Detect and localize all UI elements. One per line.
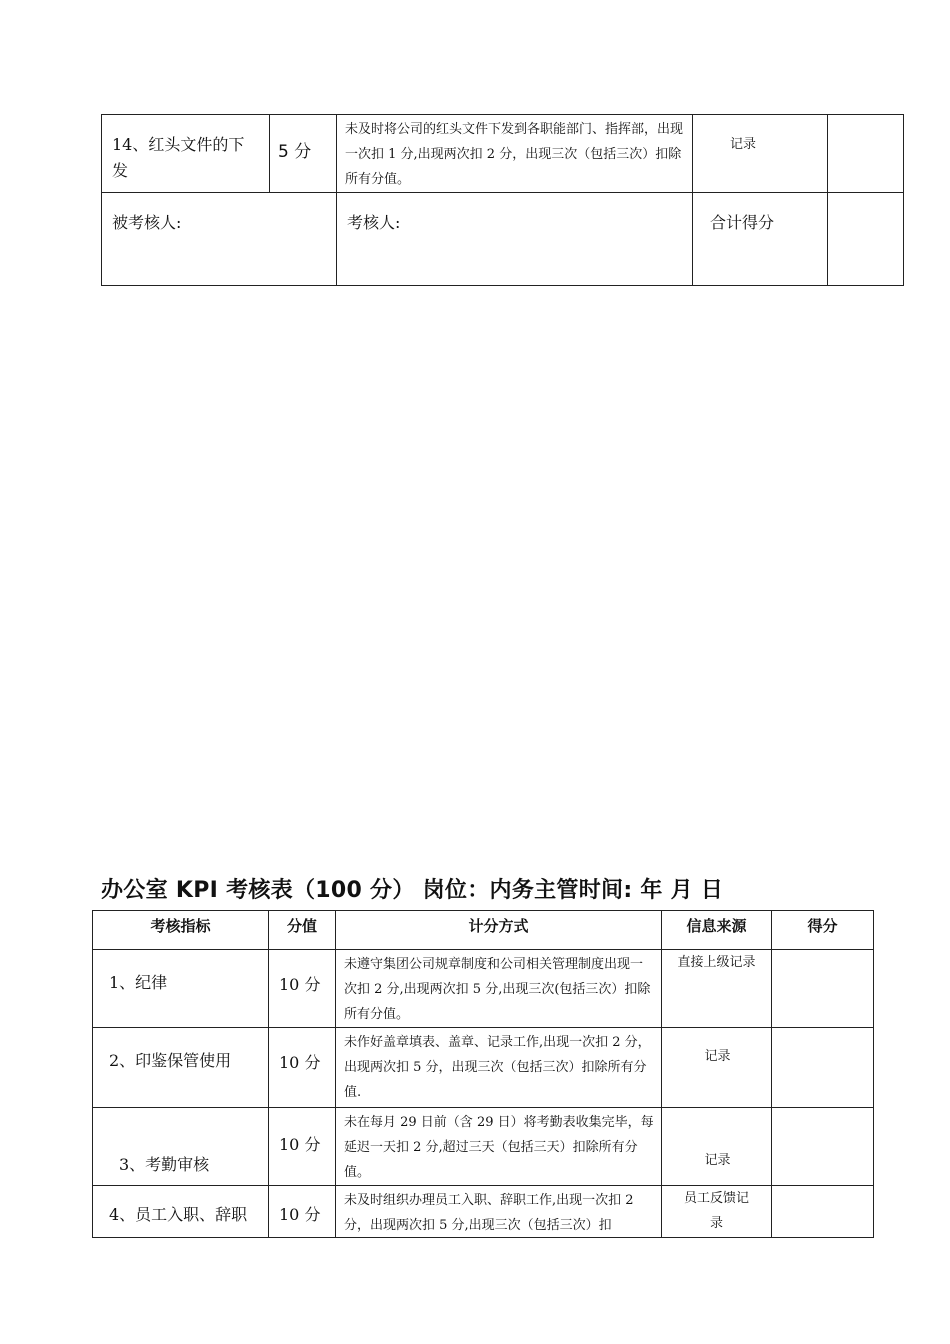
assessor-label: 考核人: (347, 213, 401, 232)
total-label-cell (693, 193, 828, 286)
assessee-label: 被考核人: (112, 213, 182, 232)
score-cell: 10 分 (269, 1186, 336, 1238)
header-score: 分值 (269, 911, 336, 950)
result-cell (772, 1028, 874, 1108)
table-row (102, 115, 904, 193)
method-cell: 未遵守集团公司规章制度和公司相关管理制度出现一次扣 2 分,出现两次扣 5 分,出现三次(包括三次）扣除所有分值。 (336, 950, 662, 1028)
section-title: 办公室 KPI 考核表（100 分） 岗位：内务主管时间: 年 月 日 (101, 878, 724, 903)
method-cell: 未在每月 29 日前（含 29 日）将考勤表收集完毕，每延迟一天扣 2 分,超过三天（包括三天）扣除所有分值。 (336, 1108, 662, 1186)
result-cell (772, 950, 874, 1028)
score-cell (270, 115, 337, 193)
method-cell: 未及时组织办理员工入职、辞职工作,出现一次扣 2 分，出现两次扣 5 分,出现三次（包括三次）扣 (336, 1186, 662, 1238)
indicator-cell: 2、印鉴保管使用 (93, 1028, 269, 1108)
header-indicator: 考核指标 (93, 911, 269, 950)
method-cell: 未作好盖章填表、盖章、记录工作,出现一次扣 2 分，出现两次扣 5 分，出现三次（包括三次）扣除所有分值. (336, 1028, 662, 1108)
table-row (93, 1108, 874, 1186)
kpi-table (92, 910, 874, 1238)
indicator-cell (102, 115, 270, 193)
result-cell (772, 1108, 874, 1186)
source-cell: 记录 (662, 1028, 772, 1108)
header-method: 计分方式 (336, 911, 662, 950)
table-header-row (93, 911, 874, 950)
indicator-cell: 4、员工入职、辞职 (93, 1186, 269, 1238)
signature-row (102, 193, 904, 286)
table-row (93, 950, 874, 1028)
kpi-table-continued (101, 114, 904, 286)
score-cell: 10 分 (269, 1028, 336, 1108)
source-cell (693, 115, 828, 193)
table-row (93, 1028, 874, 1108)
header-source: 信息来源 (662, 911, 772, 950)
source-cell: 记录 (662, 1108, 772, 1186)
total-value-cell (828, 193, 904, 286)
indicator-cell: 1、纪律 (93, 950, 269, 1028)
score-text: 5 分 (278, 142, 312, 162)
score-cell: 10 分 (269, 1108, 336, 1186)
indicator-cell: 3、考勤审核 (93, 1108, 269, 1186)
assessor-cell (337, 193, 693, 286)
result-cell (772, 1186, 874, 1238)
source-text: 记录 (730, 137, 757, 152)
source-cell: 员工反馈记录 (662, 1186, 772, 1238)
table-row (93, 1186, 874, 1238)
header-result: 得分 (772, 911, 874, 950)
method-text: 未及时将公司的红头文件下发到各职能部门、指挥部，出现一次扣 1 分,出现两次扣 2 分，出现三次（包括三次）扣除所有分值。 (345, 122, 684, 187)
source-cell: 直接上级记录 (662, 950, 772, 1028)
score-cell: 10 分 (269, 950, 336, 1028)
total-label: 合计得分 (710, 213, 775, 232)
indicator-text: 14、红头文件的下发 (112, 135, 245, 180)
method-cell (337, 115, 693, 193)
result-cell (828, 115, 904, 193)
assessee-cell (102, 193, 337, 286)
